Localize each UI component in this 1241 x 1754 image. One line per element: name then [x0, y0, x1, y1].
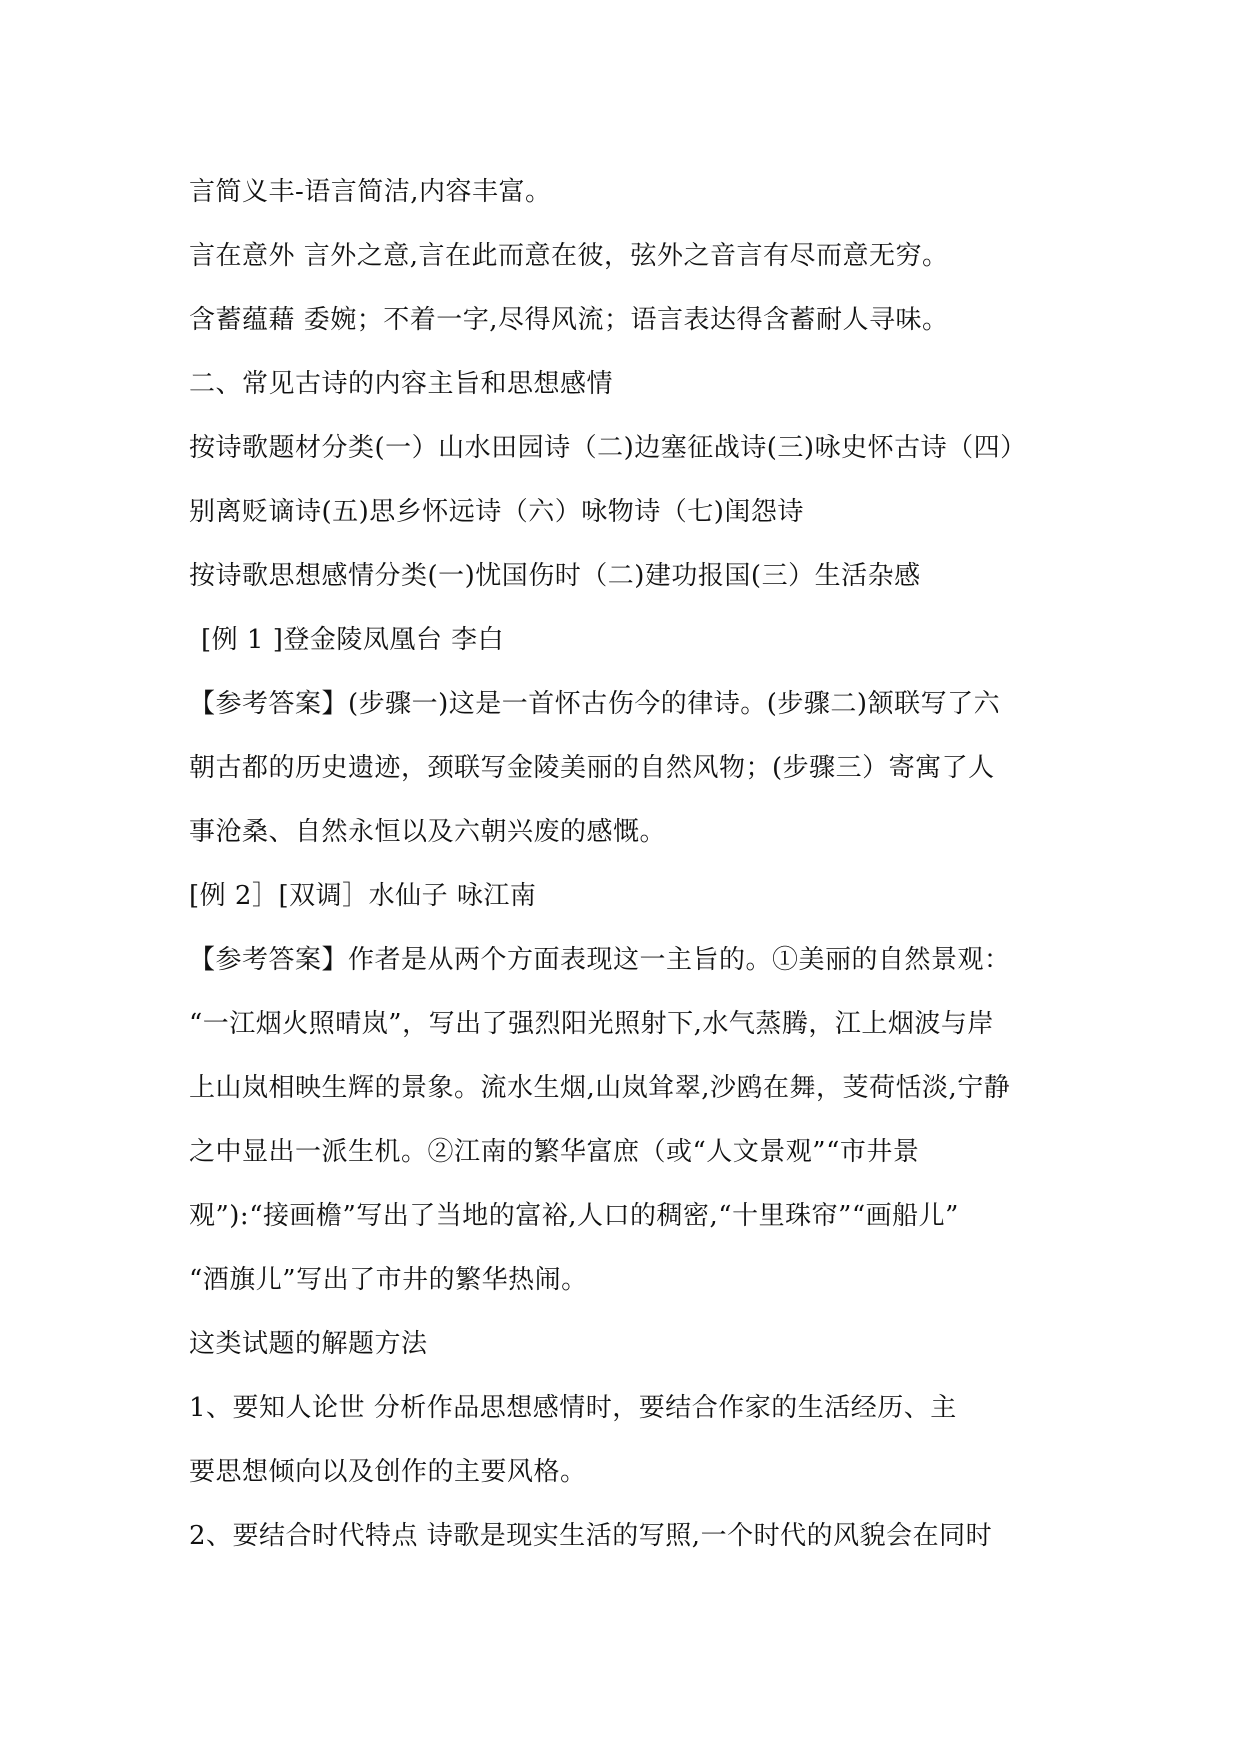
example-2-title: [例 2］[双调］水仙子 咏江南 — [189, 881, 537, 911]
text-line-1: 言简义丰-语言简洁,内容丰富。 — [189, 177, 552, 207]
method-1-line-1: 1、要知人论世 分析作品思想感情时，要结合作家的生活经历、主 — [189, 1393, 957, 1423]
answer-2-line-3: 上山岚相映生辉的景象。流水生烟,山岚耸翠,沙鸥在舞，芰荷恬淡,宁静 — [189, 1073, 1011, 1103]
text-line-5: 按诗歌题材分类(一）山水田园诗（二)边塞征战诗(三)咏史怀古诗（四） — [189, 433, 1027, 463]
text-line-3: 含蓄蕴藉 委婉；不着一字,尽得风流；语言表达得含蓄耐人寻味。 — [189, 305, 949, 335]
text-line-6: 别离贬谪诗(五)思乡怀远诗（六）咏物诗（七)闺怨诗 — [189, 497, 804, 527]
answer-2-line-5: 观”):“接画檐”写出了当地的富裕,人口的稠密,“十里珠帘”“画船儿” — [189, 1201, 959, 1231]
method-1-line-2: 要思想倾向以及创作的主要风格。 — [189, 1457, 587, 1487]
answer-2-line-4: 之中显出一派生机。②江南的繁华富庶（或“人文景观”“市井景 — [189, 1137, 920, 1167]
answer-1-line-2: 朝古都的历史遗迹，颈联写金陵美丽的自然风物；(步骤三）寄寓了人 — [189, 753, 995, 783]
answer-1-line-1: 【参考答案】(步骤一)这是一首怀古伤今的律诗。(步骤二)颔联写了六 — [189, 689, 1001, 719]
text-line-2: 言在意外 言外之意,言在此而意在彼，弦外之音言有尽而意无穷。 — [189, 241, 949, 271]
answer-2-line-2: “一江烟火照晴岚”，写出了强烈阳光照射下,水气蒸腾，江上烟波与岸 — [189, 1009, 994, 1039]
example-1-title: [例 1 ]登金陵凤凰台 李白 — [201, 625, 505, 655]
text-line-7: 按诗歌思想感情分类(一)忧国伤时（二)建功报国(三）生活杂感 — [189, 561, 921, 591]
answer-2-line-1: 【参考答案】作者是从两个方面表现这一主旨的。①美丽的自然景观： — [189, 945, 1011, 975]
method-heading: 这类试题的解题方法 — [189, 1329, 428, 1359]
document-page — [189, 160, 1059, 1568]
section-heading: 二、常见古诗的内容主旨和思想感情 — [189, 369, 614, 399]
answer-1-line-3: 事沧桑、自然永恒以及六朝兴废的感慨。 — [189, 817, 667, 847]
answer-2-line-6: “酒旗儿”写出了市井的繁华热闹。 — [189, 1265, 588, 1295]
method-2-line-1: 2、要结合时代特点 诗歌是现实生活的写照,一个时代的风貌会在同时 — [189, 1521, 993, 1551]
